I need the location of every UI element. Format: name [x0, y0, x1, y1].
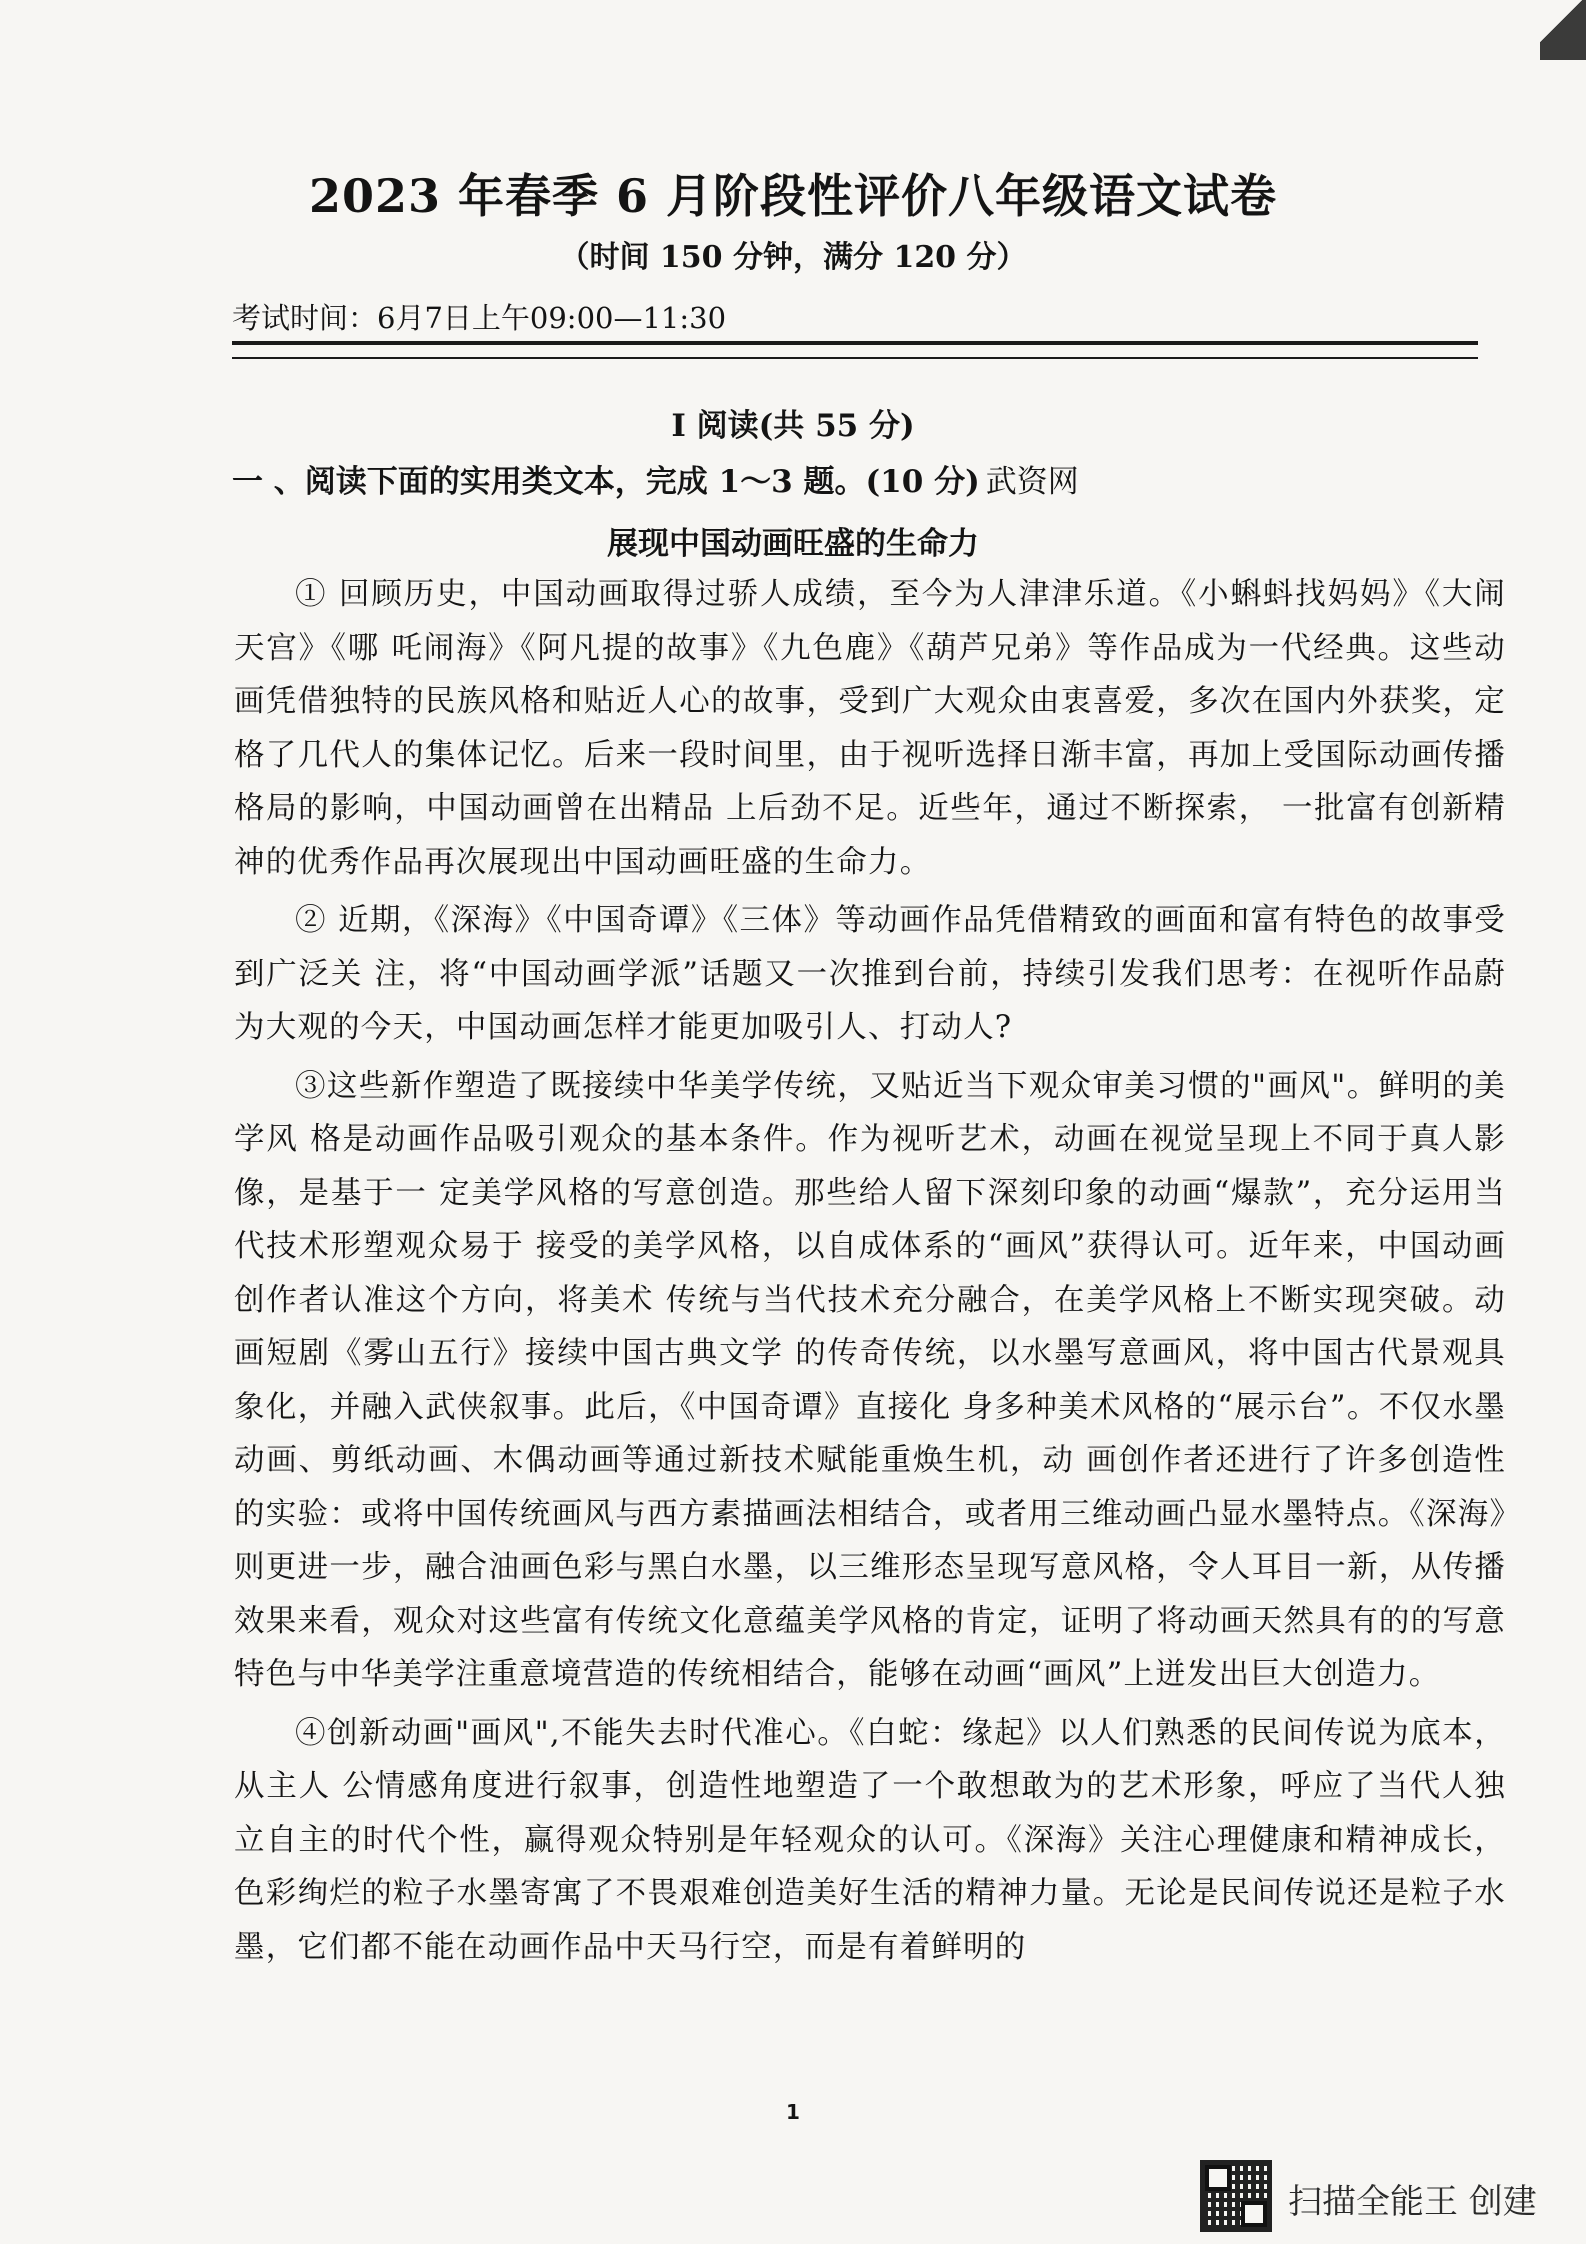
- scan-corner-shadow: [1540, 0, 1586, 60]
- exam-time: 考试时间：6月7日上午09:00—11:30: [232, 301, 727, 335]
- scanner-watermark: 扫描全能王 创建: [1288, 2182, 1537, 2222]
- article-body: [234, 568, 1506, 1979]
- source-tag: 武资网: [985, 464, 1079, 500]
- article-title: 展现中国动画旺盛的生命力: [607, 526, 979, 562]
- qr-code-icon: [1200, 2160, 1272, 2232]
- question-intro-text: 一 、阅读下面的实用类文本，完成 1～3 题。(10 分): [232, 464, 980, 500]
- section-heading: I 阅读(共 55 分): [671, 408, 915, 444]
- header-rule-thick: [232, 341, 1478, 345]
- paragraph-3: ③这些新作塑造了既接续中华美学传统，又贴近当下观众审美习惯的"画风"。鲜明的美学风 格是动画作品吸引观众的基本条件。作为视听艺术，动画在视觉呈现上不同于真人影像，是基于一 定美学风格的写意创造。那些给人留下深刻印象的动画“爆款”，充分运用当代技术形塑观众易于 接受的美学风格，以自成体系的“画风”获得认可。近年来，中国动画创作者认准这个方向，将美术 传统与当代技术充分融合，在美学风格上不断实现突破。动画短剧《雾山五行》接续中国古典文学 的传奇传统，以水墨写意画风，将中国古代景观具象化，并融入武侠叙事。此后，《中国奇谭》直接化 身多种美术风格的“展示台”。不仅水墨动画、剪纸动画、木偶动画等通过新技术赋能重焕生机，动 画创作者还进行了许多创造性的实验：或将中国传统画风与西方素描画法相结合，或者用三维动画凸显水墨特点。《深海》则更进一步，融合油画色彩与黑白水墨，以三维形态呈现写意风格，令人耳目一新，从传播效果来看，观众对这些富有传统文化意蕴美学风格的肯定，证明了将动画天然具有的的写意特色与中华美学注重意境营造的传统相结合，能够在动画“画风”上迸发出巨大创造力。: [234, 1068, 1506, 1692]
- question-intro: [232, 456, 1079, 501]
- page-number: 1: [786, 2100, 800, 2124]
- exam-title: 2023 年春季 6 月阶段性评价八年级语文试卷: [308, 169, 1278, 223]
- header-rule-thin: [232, 357, 1478, 359]
- paragraph-1: ① 回顾历史，中国动画取得过骄人成绩，至今为人津津乐道。《小蝌蚪找妈妈》《大闹天宫》《哪 吒闹海》《阿凡提的故事》《九色鹿》《葫芦兄弟》等作品成为一代经典。这些动画凭借独特的民族风格和贴近人心的故事，受到广大观众由衷喜爱，多次在国内外获奖，定格了几代人的集体记忆。后来一段时间里，由于视听选择日渐丰富，再加上受国际动画传播格局的影响，中国动画曾在出精品 上后劲不足。近些年，通过不断探索， 一批富有创新精神的优秀作品再次展现出中国动画旺盛的生命力。: [234, 577, 1506, 880]
- paragraph-2: ② 近期，《深海》《中国奇谭》《三体》等动画作品凭借精致的画面和富有特色的故事受到广泛关 注，将“中国动画学派”话题又一次推到台前，持续引发我们思考：在视听作品蔚为大观的今天，中国动画怎样才能更加吸引人、打动人?: [234, 903, 1506, 1045]
- paragraph-4: ④创新动画"画风",不能失去时代准心。《白蛇：缘起》以人们熟悉的民间传说为底本，从主人 公情感角度进行叙事，创造性地塑造了一个敢想敢为的艺术形象，呼应了当代人独立自主的时代个性，赢得观众特别是年轻观众的认可。《深海》关注心理健康和精神成长，色彩绚烂的粒子水墨寄寓了不畏艰难创造美好生活的精神力量。无论是民间传说还是粒子水墨，它们都不能在动画作品中天马行空，而是有着鲜明的: [234, 1715, 1506, 1965]
- exam-subtitle: （时间 150 分钟，满分 120 分）: [559, 240, 1027, 275]
